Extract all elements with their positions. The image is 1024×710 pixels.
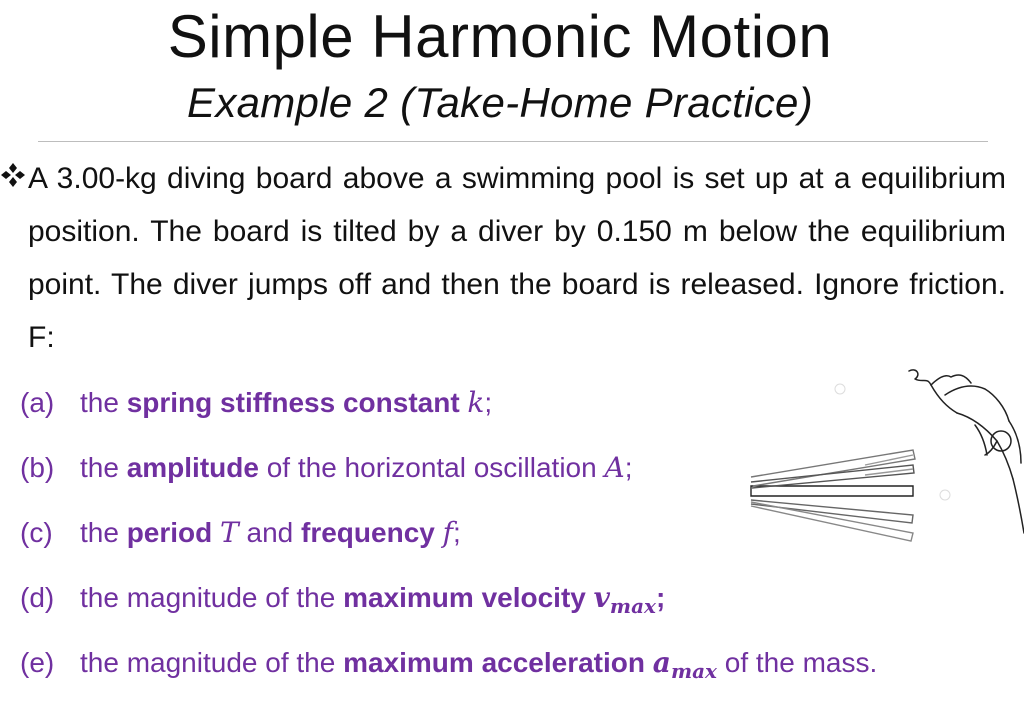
variable-subscript: max xyxy=(670,659,717,683)
diver-on-diving-board-illustration xyxy=(745,355,1024,555)
part-text: the magnitude of the xyxy=(80,647,344,678)
part-keyword: period xyxy=(126,517,213,548)
variable-v: v xyxy=(593,581,610,614)
part-keyword: frequency xyxy=(301,517,435,548)
question-part-d xyxy=(20,568,1020,633)
part-label: (c) xyxy=(20,517,53,548)
part-text: the xyxy=(80,452,127,483)
variable-k: k xyxy=(467,386,485,419)
part-text: the xyxy=(80,517,127,548)
part-text: and xyxy=(238,517,302,548)
problem-statement: A 3.00-kg diving board above a swimming pool is set up at a equilibrium position. The board is tilted by a diver by 0.150 m below the equilibrium point. The diver jumps off and then the board is released. Ignore friction. F: xyxy=(28,162,1006,354)
part-label: (a) xyxy=(20,387,55,418)
part-label: (e) xyxy=(20,647,55,678)
part-punctuation: ; xyxy=(484,387,493,418)
variable-subscript: max xyxy=(609,594,656,618)
variable-f: f xyxy=(442,516,453,549)
diver-icon xyxy=(909,370,1024,533)
part-text: the xyxy=(80,387,127,418)
slide-subtitle: Example 2 (Take-Home Practice) xyxy=(187,79,813,126)
part-keyword: spring stiffness constant xyxy=(126,387,460,418)
part-punctuation: ; xyxy=(453,517,461,548)
slide-title: Simple Harmonic Motion xyxy=(167,3,833,70)
part-label: (d) xyxy=(20,582,55,613)
part-keyword: maximum velocity xyxy=(343,582,586,613)
question-part-e xyxy=(20,633,1020,698)
variable-T: T xyxy=(220,516,239,549)
part-keyword: amplitude xyxy=(126,452,259,483)
part-label: (b) xyxy=(20,452,55,483)
part-punctuation: ; xyxy=(655,582,666,613)
diving-board-icon xyxy=(751,450,915,541)
title-divider xyxy=(38,141,988,142)
part-text: the magnitude of the xyxy=(80,582,344,613)
diamond-bullet-icon xyxy=(0,162,26,188)
variable-a: a xyxy=(652,646,671,679)
part-text: of the mass. xyxy=(716,647,878,678)
part-keyword: maximum acceleration xyxy=(343,647,645,678)
part-text: of the horizontal oscillation xyxy=(258,452,605,483)
variable-A: A xyxy=(604,451,625,484)
part-punctuation: ; xyxy=(624,452,633,483)
